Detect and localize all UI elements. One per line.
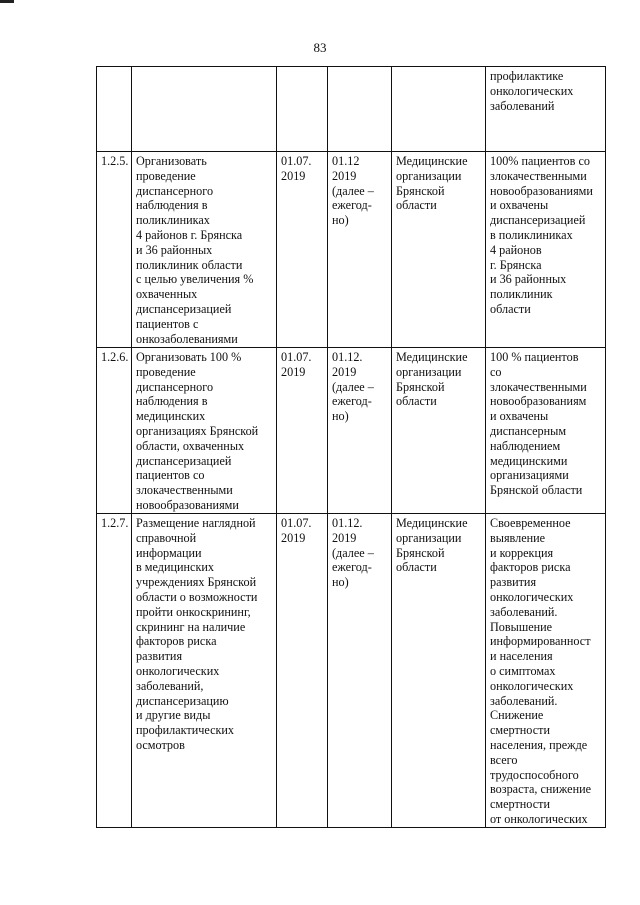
result-text: 100 % пациентов со злокачественными новообразованиям и охвачены диспансерным наблюдением медицинскими организациями Брянской области — [490, 350, 587, 498]
table-row — [97, 67, 606, 152]
scan-corner-mark — [0, 0, 14, 3]
result-text: 100% пациентов со злокачественными новообразованиями и охвачены диспансеризацией в поликлиниках 4 районов г. Брянска и 36 районных поликлиник области — [490, 154, 593, 316]
end-date: 01.12 2019 (далее – ежегод- но) — [332, 154, 374, 228]
table-row — [97, 348, 606, 514]
row-number: 1.2.7. — [101, 516, 129, 530]
start-date: 01.07. 2019 — [281, 350, 312, 379]
result-text: Своевременное выявление и коррекция факторов риска развития онкологических заболеваний. Повышение информированност и населения о симптомах онкологических заболеваний. Снижение смертности населения, прежде всего трудоспособного возраста, снижение смертности от онкологических — [490, 516, 592, 826]
table-row — [97, 152, 606, 348]
table-row — [97, 514, 606, 828]
executor-text: Медицинские организации Брянской области — [396, 516, 468, 575]
measures-table — [96, 66, 606, 828]
end-date: 01.12. 2019 (далее – ежегод- но) — [332, 350, 374, 424]
action-text: Размещение наглядной справочной информации в медицинских учреждениях Брянской области о возможности пройти онкоскрининг, скрининг на наличие факторов риска развития онкологических заболеваний, диспансеризацию и другие виды профилактических осмотров — [136, 516, 258, 752]
result-text: профилактике онкологических заболеваний — [490, 69, 574, 113]
page-number: 83 — [313, 40, 327, 55]
start-date: 01.07. 2019 — [281, 516, 312, 545]
row-number: 1.2.6. — [101, 350, 129, 364]
action-text: Организовать проведение диспансерного наблюдения в поликлиниках 4 районов г. Брянска и 36 районных поликлиник области с целью увеличения % охваченных диспансеризацией пациентов с онкозаболеваниями — [136, 154, 254, 346]
action-text: Организовать 100 % проведение диспансерного наблюдения в медицинских организациях Брянской области, охваченных диспансеризацией пациентов со злокачественными новообразованиями — [136, 350, 259, 512]
executor-text: Медицинские организации Брянской области — [396, 154, 468, 213]
row-number: 1.2.5. — [101, 154, 129, 168]
end-date: 01.12. 2019 (далее – ежегод- но) — [332, 516, 374, 590]
executor-text: Медицинские организации Брянской области — [396, 350, 468, 409]
start-date: 01.07. 2019 — [281, 154, 312, 183]
